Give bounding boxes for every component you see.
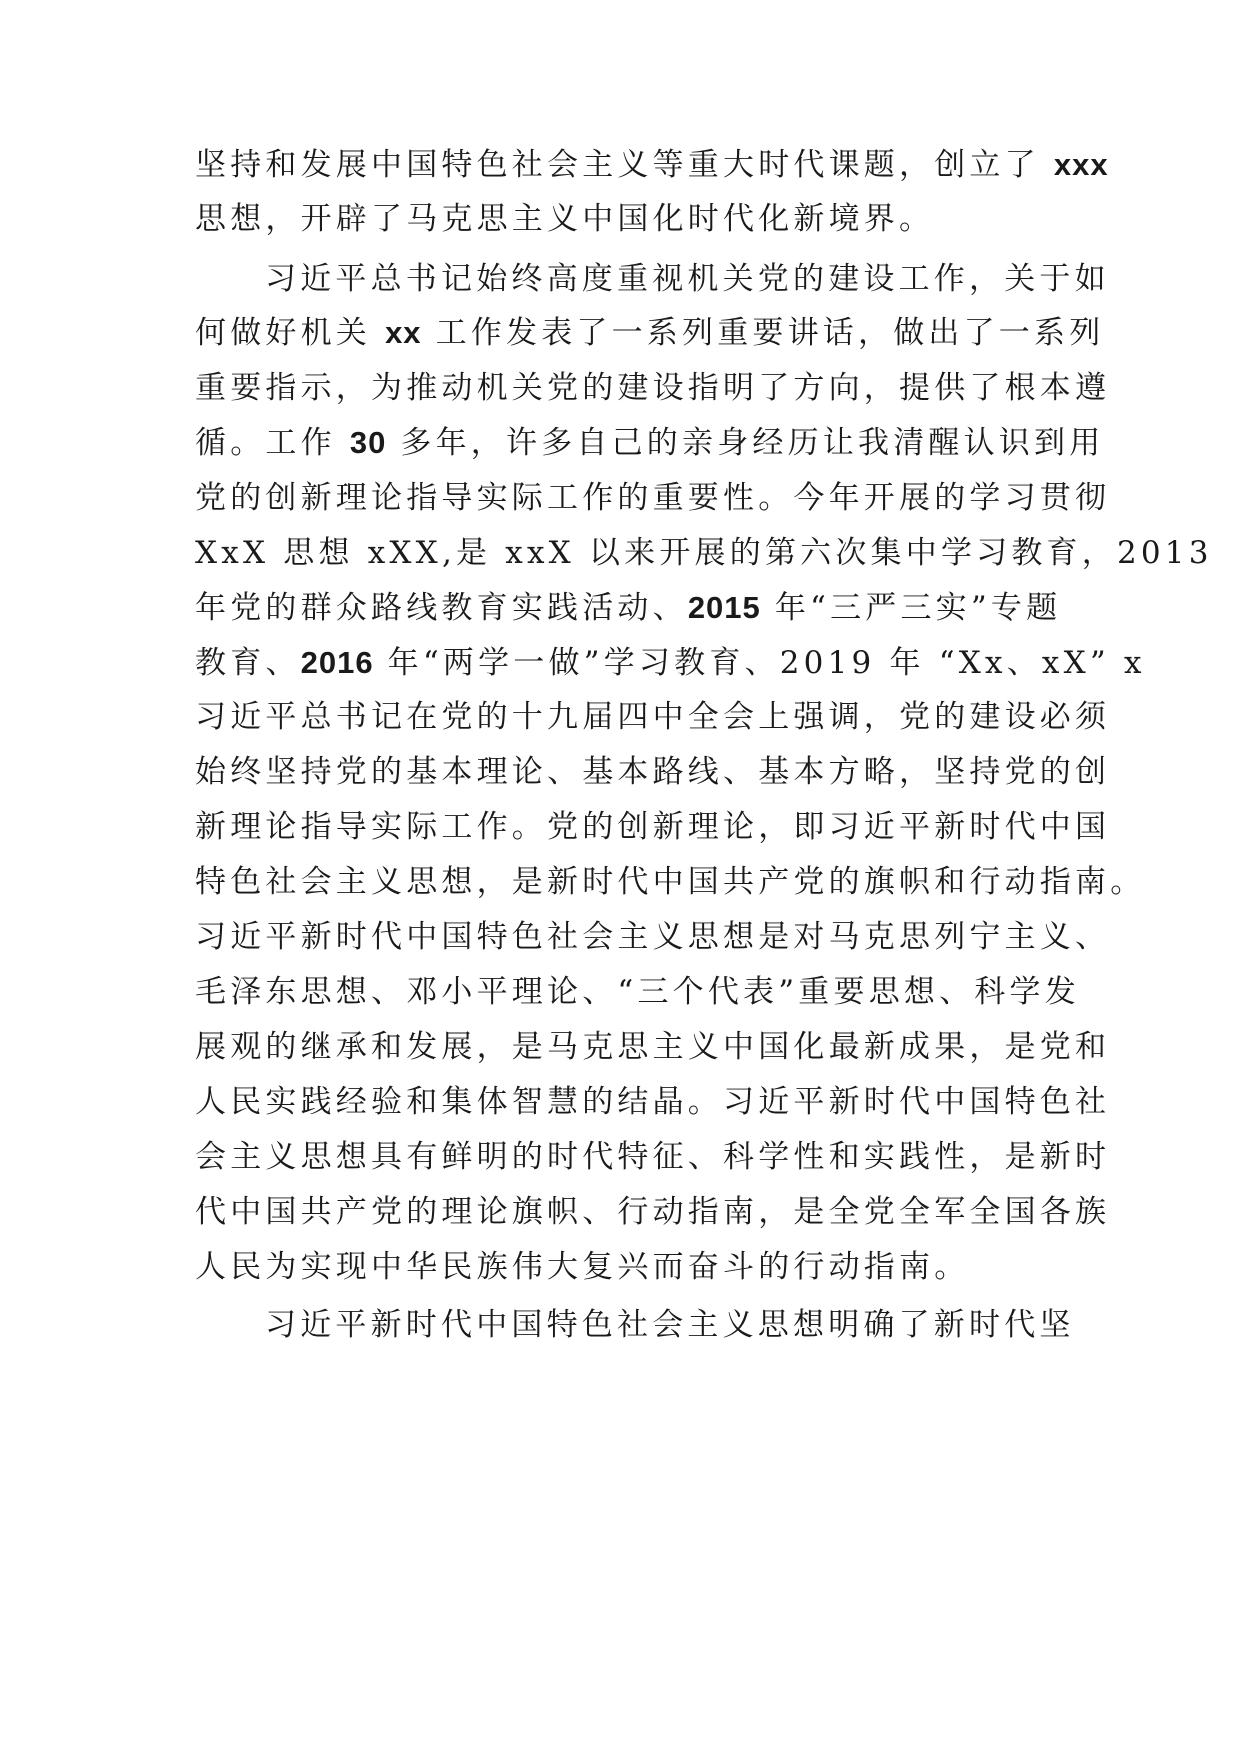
text-line: 人民为实现中华民族伟大复兴而奋斗的行动指南。 <box>195 1249 970 1285</box>
text-line: 何做好机关 xx 工作发表了一系列重要讲话，做出了一系列 <box>195 315 1105 351</box>
text-line: 年党的群众路线教育实践活动、2015 年“三严三实”专题 <box>195 590 1062 626</box>
text-line: 习近平新时代中国特色社会主义思想明确了新时代坚 <box>265 1307 1075 1343</box>
text-line: 会主义思想具有鲜明的时代特征、科学性和实践性，是新时 <box>195 1139 1111 1175</box>
text-line: 习近平新时代中国特色社会主义思想是对马克思列宁主义、 <box>195 919 1111 955</box>
text-line: 循。工作 30 多年，许多自己的亲身经历让我清醒认识到用 <box>195 425 1105 461</box>
text-line: 习近平总书记在党的十九届四中全会上强调，党的建设必须 <box>195 699 1111 735</box>
text-line: 教育、2016 年“两学一做”学习教育、2019 年 “Xx、xX” x <box>195 645 1146 681</box>
text-line: 坚持和发展中国特色社会主义等重大时代课题，创立了 xxx <box>195 147 1109 183</box>
text-line: XxX 思想 xXX,是 xxX 以来开展的第六次集中学习教育，2013 <box>195 535 1213 571</box>
text-line: 重要指示，为推动机关党的建设指明了方向，提供了根本遵 <box>195 370 1111 406</box>
text-line: 毛泽东思想、邓小平理论、“三个代表”重要思想、科学发 <box>195 974 1080 1010</box>
text-line: 人民实践经验和集体智慧的结晶。习近平新时代中国特色社 <box>195 1084 1111 1120</box>
text-line: 习近平总书记始终高度重视机关党的建设工作，关于如 <box>265 261 1110 297</box>
text-line: 新理论指导实际工作。党的创新理论，即习近平新时代中国 <box>195 809 1111 845</box>
text-line: 党的创新理论指导实际工作的重要性。今年开展的学习贯彻 <box>195 480 1111 516</box>
text-line: 代中国共产党的理论旗帜、行动指南，是全党全军全国各族 <box>195 1194 1111 1230</box>
text-line: 始终坚持党的基本理论、基本路线、基本方略，坚持党的创 <box>195 754 1111 790</box>
text-line: 展观的继承和发展，是马克思主义中国化最新成果，是党和 <box>195 1029 1111 1065</box>
text-line: 特色社会主义思想，是新时代中国共产党的旗帜和行动指南。 <box>195 864 1146 900</box>
text-line: 思想，开辟了马克思主义中国化时代化新境界。 <box>195 201 935 237</box>
